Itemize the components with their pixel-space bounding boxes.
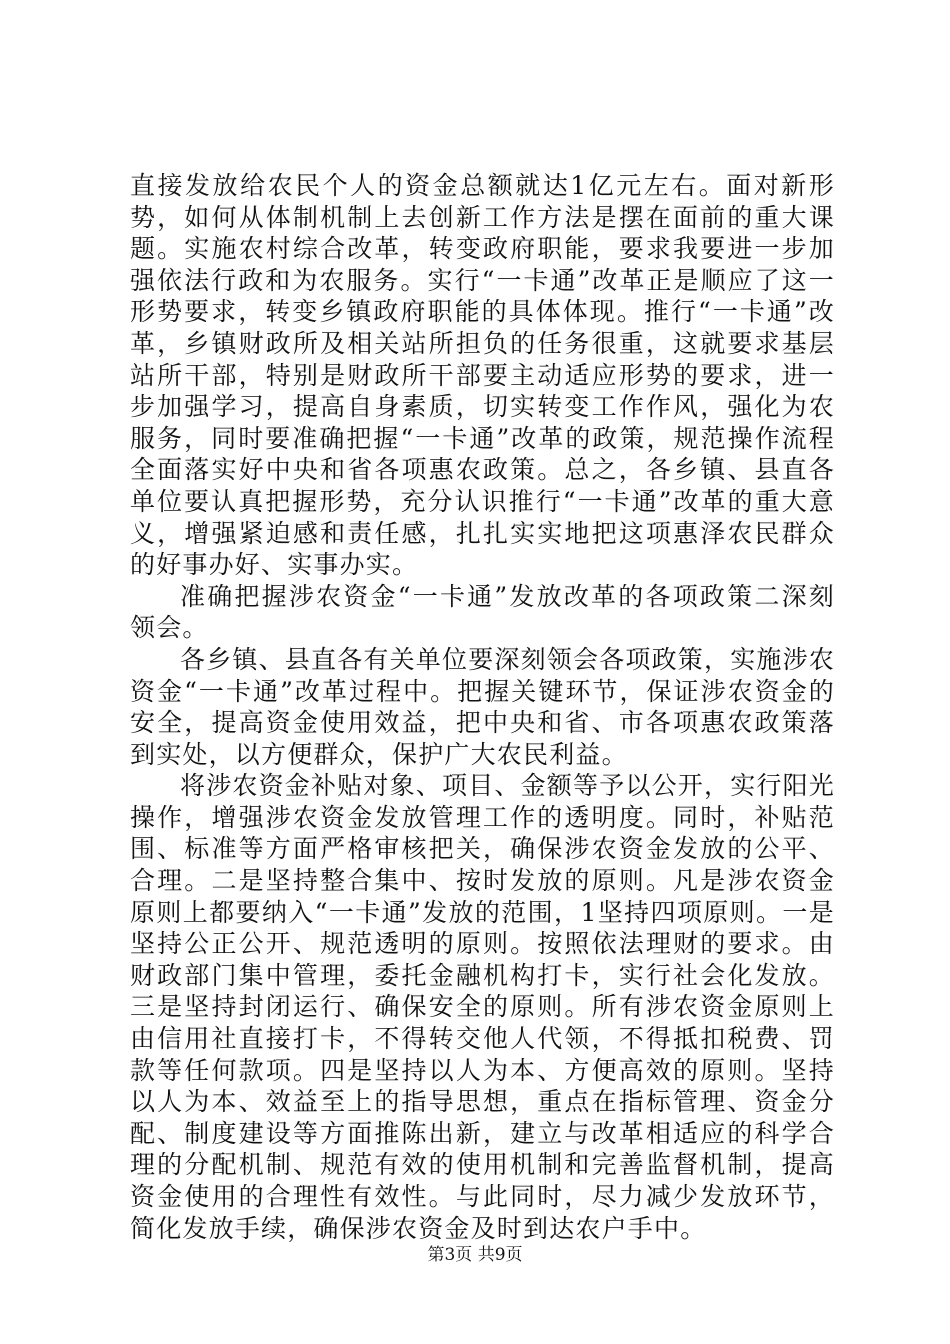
paragraph-1: 直接发放给农民个人的资金总额就达1亿元左右。面对新形势，如何从体制机制上去创新工作方法是摆在面前的重大课题。实施农村综合改革，转变政府职能，要求我要进一步加强依法行政和为农服务。实行“一卡通”改革正是顺应了这一形势要求，转变乡镇政府职能的具体体现。推行“一卡通”改革，乡镇财政所及相关站所担负的任务很重，这就要求基层站所干部，特别是财政所干部要主动适应形势的要求，进一步加强学习，提高自身素质，切实转变工作作风，强化为农服务，同时要准确把握“一卡通”改革的政策，规范操作流程全面落实好中央和省各项惠农政策。总之，各乡镇、县直各单位要认真把握形势，充分认识推行“一卡通”改革的重大意义，增强紧迫感和责任感，扎扎实实地把这项惠泽农民群众的好事办好、实事办实。 <box>130 171 835 580</box>
paragraph-3: 各乡镇、县直各有关单位要深刻领会各项政策，实施涉农资金“一卡通”改革过程中。把握关键环节，保证涉农资金的安全，提高资金使用效益，把中央和省、市各项惠农政策落到实处，以方便群众，保护广大农民利益。 <box>130 644 836 769</box>
document-body <box>130 170 835 1244</box>
paragraph-2: 准确把握涉农资金“一卡通”发放改革的各项政策二深刻领会。 <box>130 581 835 643</box>
paragraph-4: 将涉农资金补贴对象、项目、金额等予以公开，实行阳光操作，增强涉农资金发放管理工作的透明度。同时，补贴范围、标准等方面严格审核把关，确保涉农资金发放的公平、合理。二是坚持整合集中、按时发放的原则。凡是涉农资金原则上都要纳入“一卡通”发放的范围，1坚持四项原则。一是坚持公正公开、规范透明的原则。按照依法理财的要求。由财政部门集中管理，委托金融机构打卡，实行社会化发放。三是坚持封闭运行、确保安全的原则。所有涉农资金原则上由信用社直接打卡，不得转交他人代领，不得抵扣税费、罚款等任何款项。四是坚持以人为本、方便高效的原则。坚持以人为本、效益至上的指导思想，重点在指标管理、资金分配、制度建设等方面推陈出新，建立与改革相适应的科学合理的分配机制、规范有效的使用机制和完善监督机制，提高资金使用的合理性有效性。与此同时，尽力减少发放环节，简化发放手续，确保涉农资金及时到达农户手中。 <box>130 771 836 1243</box>
page-number-footer: 第3页 共9页 <box>427 1245 523 1265</box>
